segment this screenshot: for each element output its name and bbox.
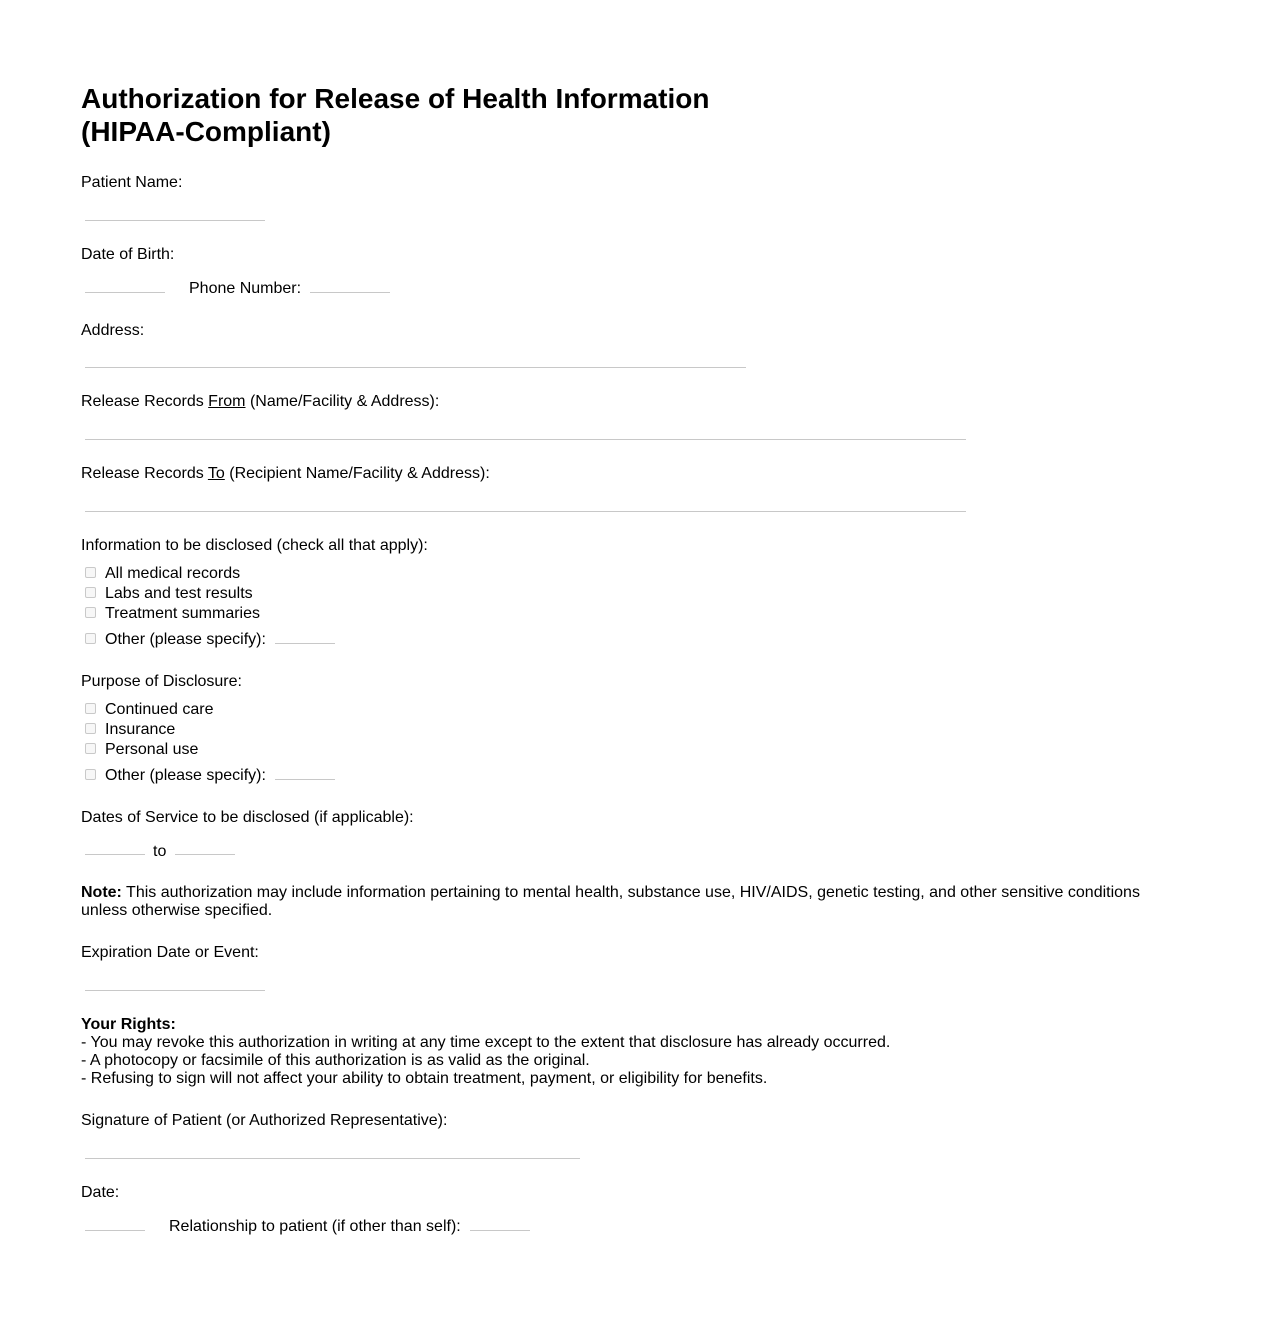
checkbox-label: Labs and test results <box>105 585 253 602</box>
your-rights-heading: Your Rights: <box>81 1016 176 1033</box>
relationship-label: Relationship to patient (if other than self): <box>169 1218 461 1235</box>
checkbox-label: Other (please specify): <box>105 631 266 648</box>
rights-item: - A photocopy or facsimile of this authorization is as valid as the original. <box>81 1052 590 1069</box>
checkbox-insurance[interactable] <box>85 723 96 734</box>
phone-number-input[interactable] <box>310 292 390 293</box>
page-title: Authorization for Release of Health Information (HIPAA-Compliant) <box>81 83 710 147</box>
date-of-birth-input[interactable] <box>85 292 165 293</box>
purpose-label: Purpose of Disclosure: <box>81 673 242 690</box>
dates-separator: to <box>153 843 167 860</box>
checkbox-label: Treatment summaries <box>105 605 260 622</box>
your-rights-section <box>81 1016 1181 1088</box>
checkbox-info-other[interactable] <box>85 633 96 644</box>
release-to-input[interactable] <box>85 511 966 512</box>
checkbox-continued-care[interactable] <box>85 703 96 714</box>
release-from-input[interactable] <box>85 439 966 440</box>
checkbox-labs-test-results[interactable] <box>85 587 96 598</box>
checkbox-all-medical-records[interactable] <box>85 567 96 578</box>
service-date-to-input[interactable] <box>175 854 235 855</box>
info-other-input[interactable] <box>275 643 335 644</box>
patient-name-label: Patient Name: <box>81 174 183 191</box>
rights-item: - Refusing to sign will not affect your ability to obtain treatment, payment, or eligibility for benefits. <box>81 1070 768 1087</box>
phone-number-label: Phone Number: <box>189 280 302 297</box>
signature-input[interactable] <box>85 1158 580 1159</box>
patient-name-input[interactable] <box>85 220 265 221</box>
purpose-other-input[interactable] <box>275 779 335 780</box>
checkbox-personal-use[interactable] <box>85 743 96 754</box>
relationship-input[interactable] <box>470 1230 530 1231</box>
release-from-label: Release Records From (Name/Facility & Address): <box>81 393 440 410</box>
address-label: Address: <box>81 322 145 339</box>
dates-of-service-label: Dates of Service to be disclosed (if applicable): <box>81 809 414 826</box>
checkbox-label: All medical records <box>105 565 241 582</box>
checkbox-label: Personal use <box>105 741 199 758</box>
checkbox-label: Insurance <box>105 721 176 738</box>
expiration-input[interactable] <box>85 990 265 991</box>
service-date-from-input[interactable] <box>85 854 145 855</box>
information-disclosed-label: Information to be disclosed (check all that apply): <box>81 537 428 554</box>
checkbox-treatment-summaries[interactable] <box>85 607 96 618</box>
address-input[interactable] <box>85 367 746 368</box>
date-input[interactable] <box>85 1230 145 1231</box>
expiration-label: Expiration Date or Event: <box>81 944 259 961</box>
checkbox-purpose-other[interactable] <box>85 769 96 780</box>
date-of-birth-label: Date of Birth: <box>81 246 175 263</box>
date-label: Date: <box>81 1184 120 1201</box>
signature-label: Signature of Patient (or Authorized Representative): <box>81 1112 448 1129</box>
release-to-label: Release Records To (Recipient Name/Facility & Address): <box>81 465 490 482</box>
checkbox-label: Other (please specify): <box>105 767 266 784</box>
rights-item: - You may revoke this authorization in writing at any time except to the extent that disclosure has already occurred. <box>81 1034 891 1051</box>
checkbox-label: Continued care <box>105 701 214 718</box>
sensitive-info-note: Note: This authorization may include information pertaining to mental health, substance use, HIV/AIDS, genetic testing, and other sensitive conditions unless otherwise specified. <box>81 884 1140 919</box>
